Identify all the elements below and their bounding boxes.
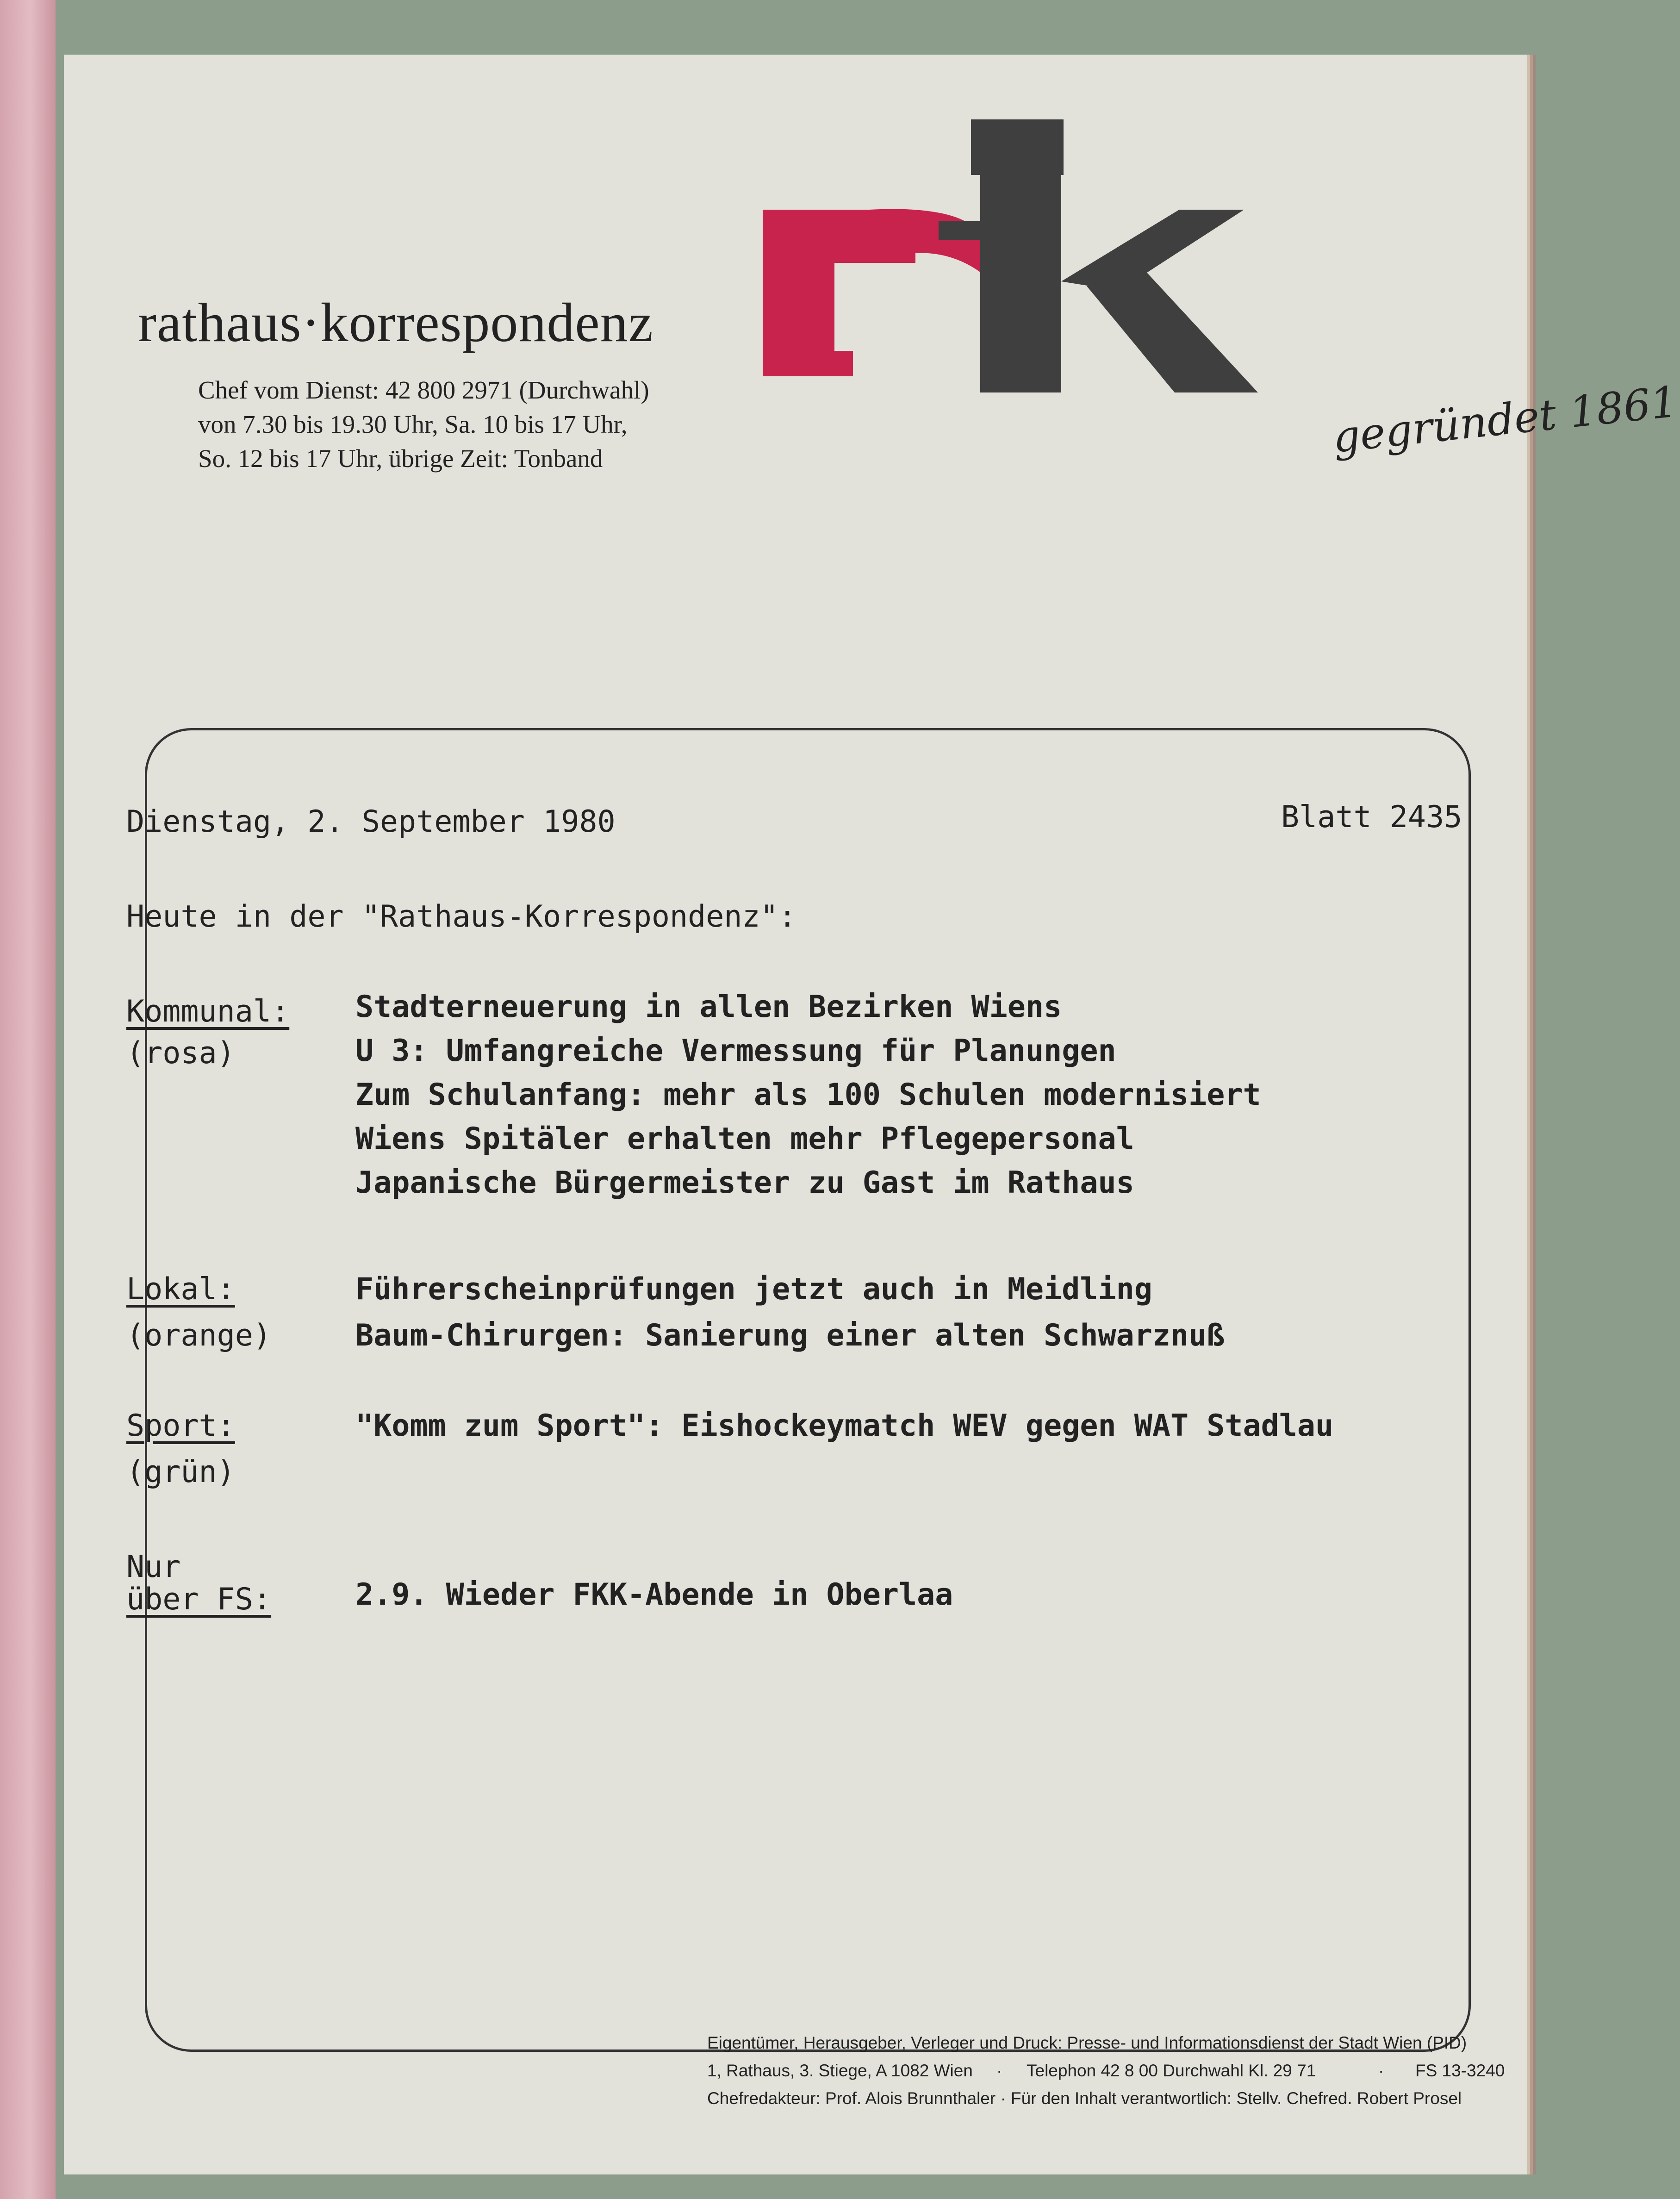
- footer-fs: FS 13-3240: [1415, 2061, 1505, 2080]
- sheet-number: Blatt 2435: [1281, 800, 1462, 835]
- contact-line: Chef vom Dienst: 42 800 2971 (Durchwahl): [198, 376, 649, 404]
- section-color-kommunal: (rosa): [126, 1036, 235, 1071]
- headline: "Komm zum Sport": Eishockeymatch WEV gegen WAT Stadlau: [355, 1408, 1334, 1443]
- section-label-fs-line2: über FS:: [126, 1582, 272, 1617]
- section-color-lokal: (orange): [126, 1318, 272, 1353]
- contact-line: So. 12 bis 17 Uhr, übrige Zeit: Tonband: [198, 444, 603, 473]
- section-label-fs-line1: Nur: [126, 1550, 181, 1584]
- footer-separator: ·: [1378, 2061, 1384, 2080]
- contact-block: [198, 373, 649, 476]
- headline: U 3: Umfangreiche Vermessung für Planungen: [355, 1034, 1116, 1068]
- headline: Wiens Spitäler erhalten mehr Pflegepersonal: [355, 1121, 1134, 1156]
- logo-letter-k: [939, 119, 1258, 392]
- headline: Führerscheinprüfungen jetzt auch in Meidling: [355, 1272, 1152, 1307]
- founded-signature: gegründet 1861: [1330, 377, 1680, 462]
- headline: Japanische Bürgermeister zu Gast im Rathaus: [355, 1165, 1134, 1200]
- headline: Baum-Chirurgen: Sanierung einer alten Schwarznuß: [355, 1318, 1225, 1353]
- footer-publisher: Eigentümer, Herausgeber, Verleger und Druck: Presse- und Informationsdienst der Stadt Wien (PID): [707, 2033, 1467, 2052]
- contact-line: von 7.30 bis 19.30 Uhr, Sa. 10 bis 17 Uhr,: [198, 410, 628, 438]
- document-page: [64, 55, 1680, 2174]
- footer-separator: ·: [996, 2061, 1002, 2080]
- section-label-lokal: Lokal:: [126, 1272, 235, 1307]
- rk-logo: [763, 115, 1337, 457]
- brand-name: rathaus·korrespondenz: [138, 292, 653, 353]
- bulletin-date: Dienstag, 2. September 1980: [126, 804, 616, 839]
- headline: 2.9. Wieder FKK-Abende in Oberlaa: [355, 1577, 953, 1612]
- section-color-sport: (grün): [126, 1455, 235, 1489]
- adjacent-page-edge: [0, 0, 56, 2199]
- section-label-sport: Sport:: [126, 1408, 235, 1443]
- footer-editors: Chefredakteur: Prof. Alois Brunnthaler · Für den Inhalt verantwortlich: Stellv. Chefred. Robert Prosel: [707, 2089, 1462, 2108]
- headline: Stadterneuerung in allen Bezirken Wiens: [355, 990, 1062, 1024]
- footer-address: 1, Rathaus, 3. Stiege, A 1082 Wien: [707, 2061, 973, 2080]
- section-label-kommunal: Kommunal:: [126, 994, 290, 1029]
- headline: Zum Schulanfang: mehr als 100 Schulen modernisiert: [355, 1078, 1261, 1112]
- intro-line: Heute in der "Rathaus-Korrespondenz":: [126, 899, 796, 934]
- footer-phone: Telephon 42 8 00 Durchwahl Kl. 29 71: [1027, 2061, 1316, 2080]
